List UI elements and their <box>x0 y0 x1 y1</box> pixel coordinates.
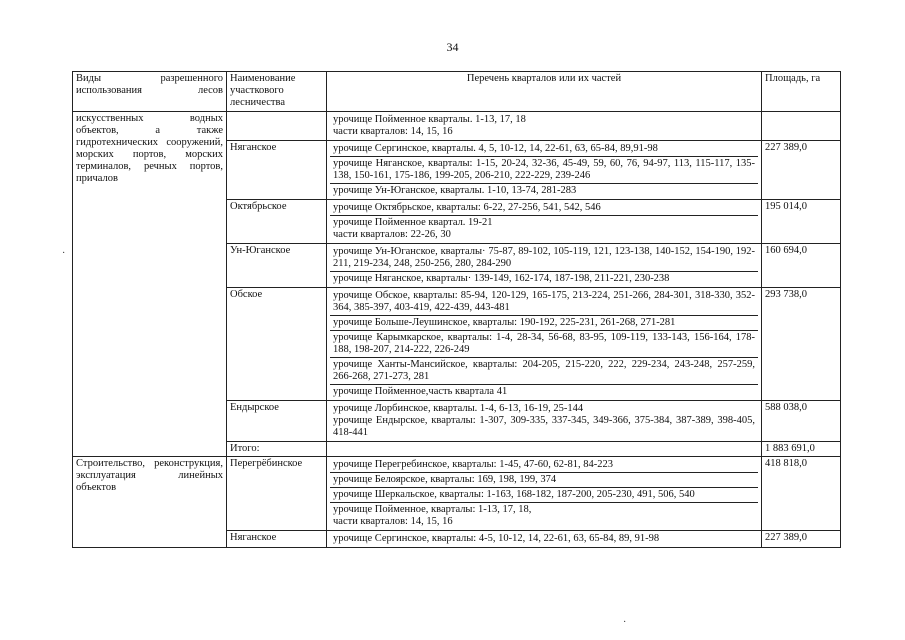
area-value: 160 694,0 <box>762 244 841 288</box>
quarter-line: урочище Пойменное кварталы. 1-13, 17, 18 части кварталов: 14, 15, 16 <box>333 114 526 137</box>
quarters-cell <box>327 244 762 288</box>
quarter-line: урочище Перегребинское, кварталы: 1-45, 47-60, 62-81, 84-223 <box>333 459 613 470</box>
table-row <box>73 457 841 531</box>
header-forestry: Наименование участкового лесничества <box>227 72 327 112</box>
forestry-name: Перегрёбинское <box>227 457 327 531</box>
forestry-name: Ендырское <box>227 401 327 442</box>
quarters-cell <box>327 288 762 401</box>
quarter-line: урочище Ун-Юганское, кварталы. 1-10, 13-74, 281-283 <box>330 183 758 198</box>
quarter-line: урочище Сергинское, кварталы: 4-5, 10-12, 14, 22-61, 63, 65-84, 89, 91-98 <box>333 533 660 544</box>
quarters-cell <box>327 200 762 244</box>
quarter-line: урочище Сергинское, кварталы. 4, 5, 10-12, 14, 22-61, 63, 65-84, 89,91-98 <box>333 143 658 154</box>
quarter-line: урочище Обское, кварталы: 85-94, 120-129, 165-175, 213-224, 251-266, 284-301, 318-330, 352-364, 385-397, 403-419, 422-439, 443-481 <box>333 290 755 313</box>
area-value: 588 038,0 <box>762 401 841 442</box>
margin-dot: · <box>623 617 627 628</box>
area-value: 227 389,0 <box>762 141 841 200</box>
quarters-cell <box>327 112 762 141</box>
quarter-line: урочище Октябрьское, кварталы: 6-22, 27-256, 541, 542, 546 <box>333 202 601 213</box>
total-label: Итого: <box>227 442 327 457</box>
quarters-cell <box>327 141 762 200</box>
area-value: 227 389,0 <box>762 531 841 548</box>
quarter-line: урочище Ханты-Мансийское, кварталы: 204-205, 215-220, 222, 229-234, 243-248, 257-259, 266-268, 271-273, 281 <box>330 357 758 384</box>
use-type-cell: искусственных водных объектов, а также гидротехнических сооружений, морских портов, морских терминалов, речных портов, причалов <box>73 112 227 457</box>
area-value: 418 818,0 <box>762 457 841 531</box>
quarter-line: урочище Больше-Леушинское, кварталы: 190-192, 225-231, 261-268, 271-281 <box>330 315 758 330</box>
margin-dot: · <box>62 248 66 259</box>
quarter-line: урочище Няганское, кварталы: 1-15, 20-24, 32-36, 45-49, 59, 60, 76, 94-97, 113, 115-117, 135-138, 150-161, 175-186, 199-205, 206-210, 222-229, 239-246 <box>330 156 758 183</box>
quarter-line: урочище Карымкарское, кварталы: 1-4, 28-34, 56-68, 83-95, 109-119, 133-143, 156-164, 178-188, 198-207, 214-222, 226-249 <box>330 330 758 357</box>
quarters-cell <box>327 401 762 442</box>
forestry-name <box>227 112 327 141</box>
quarters-cell <box>327 531 762 548</box>
forestry-name: Няганское <box>227 531 327 548</box>
area-value <box>762 112 841 141</box>
forestry-name: Октябрьское <box>227 200 327 244</box>
quarter-line: урочище Пойменное квартал. 19-21 части кварталов: 22-26, 30 <box>330 215 758 242</box>
quarter-line: урочище Пойменное, кварталы: 1-13, 17, 18, части кварталов: 14, 15, 16 <box>330 502 758 529</box>
forest-use-table <box>72 71 841 548</box>
quarter-line: урочище Няганское, кварталы· 139-149, 162-174, 187-198, 211-221, 230-238 <box>330 271 758 286</box>
quarter-line: урочище Шеркальское, кварталы: 1-163, 168-182, 187-200, 205-230, 491, 506, 540 <box>330 487 758 502</box>
quarter-line: урочище Пойменное,часть квартала 41 <box>330 384 758 399</box>
total-spacer <box>327 442 762 457</box>
forestry-name: Ун-Юганское <box>227 244 327 288</box>
quarter-line: урочище Белоярское, кварталы: 169, 198, 199, 374 <box>330 472 758 487</box>
header-use-types: Виды разрешенного использования лесов <box>73 72 227 112</box>
table-header-row <box>73 72 841 112</box>
area-value: 195 014,0 <box>762 200 841 244</box>
quarters-cell <box>327 457 762 531</box>
table-row <box>73 112 841 141</box>
quarter-line: урочище Лорбинское, кварталы. 1-4, 6-13, 16-19, 25-144 урочище Ендырское, кварталы: 1-307, 309-335, 337-345, 349-366, 375-384, 387-389, 398-405, 418-441 <box>333 403 755 438</box>
quarter-line: урочище Ун-Юганское, кварталы· 75-87, 89-102, 105-119, 121, 123-138, 140-152, 154-190, 192-211, 219-234, 248, 250-256, 280, 284-290 <box>333 246 755 269</box>
header-quarters: Перечень кварталов или их частей <box>327 72 762 112</box>
table-body <box>73 112 841 548</box>
total-area: 1 883 691,0 <box>762 442 841 457</box>
use-type-cell: Строительство, реконструкция, эксплуатация линейных объектов <box>73 457 227 548</box>
header-area: Площадь, га <box>762 72 841 112</box>
area-value: 293 738,0 <box>762 288 841 401</box>
forestry-name: Няганское <box>227 141 327 200</box>
forestry-name: Обское <box>227 288 327 401</box>
page-number: 34 <box>446 40 459 54</box>
